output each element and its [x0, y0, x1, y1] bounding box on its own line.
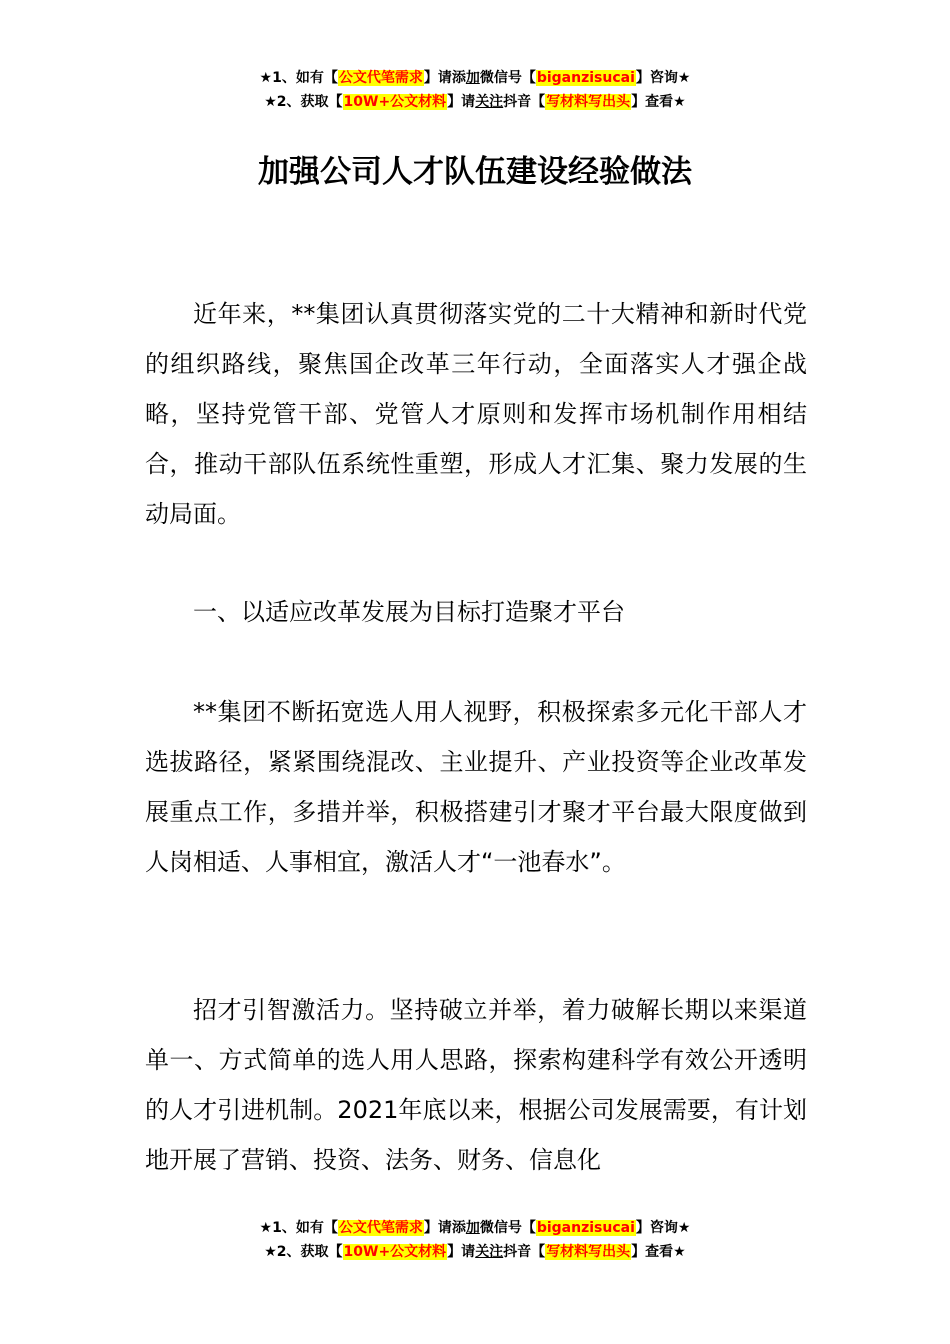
- promo-text: 微信号【: [479, 70, 536, 86]
- promo-text: 】查看★: [631, 1244, 686, 1260]
- promo-line-2: [0, 1240, 950, 1264]
- promo-text: 】请: [447, 1244, 476, 1260]
- promo-text: 抖音【: [503, 1244, 546, 1260]
- section-heading-block: [145, 587, 807, 637]
- wechat-id: biganzisucai: [536, 70, 635, 86]
- promo-text: ★1、如有【: [259, 70, 338, 86]
- promo-text: 抖音【: [503, 94, 546, 110]
- document-title: 加强公司人才队伍建设经验做法: [258, 154, 692, 190]
- promo-underlined: 加: [465, 1220, 480, 1236]
- section-paragraph: **集团不断拓宽选人用人视野，积极探索多元化干部人才选拔路径，紧紧围绕混改、主业提升、产业投资等企业改革发展重点工作，多措并举，积极搭建引才聚才平台最大限度做到人岗相适、人事相宜，激活人才“一池春水”。: [145, 698, 807, 876]
- intro-paragraph-block: [145, 289, 807, 539]
- section-paragraph-block: [145, 687, 807, 887]
- promo-line-1: [0, 66, 950, 90]
- promo-text: 】请添: [423, 1220, 466, 1236]
- douyin-id: 写材料写出头: [546, 94, 631, 110]
- douyin-id: 写材料写出头: [546, 1244, 631, 1260]
- promo-text: 】咨询★: [635, 70, 691, 86]
- promo-text: 】查看★: [631, 94, 686, 110]
- section-paragraph-2: 招才引智激活力。坚持破立并举，着力破解长期以来渠道单一、方式简单的选人用人思路，探索构建科学有效公开透明的人才引进机制。2021年底以来，根据公司发展需要，有计划地开展了营销、投资、法务、财务、信息化: [145, 996, 807, 1174]
- promo-line-1: [0, 1216, 950, 1240]
- promo-text: 】咨询★: [635, 1220, 691, 1236]
- section-heading: 一、以适应改革发展为目标打造聚才平台: [193, 598, 625, 626]
- promo-highlight: 公文代笔需求: [338, 1220, 423, 1236]
- promo-banner-bottom: [0, 1216, 950, 1264]
- promo-text: ★1、如有【: [259, 1220, 338, 1236]
- promo-text: ★2、获取【: [264, 94, 343, 110]
- promo-underlined: 关注: [475, 94, 504, 110]
- promo-underlined: 关注: [475, 1244, 504, 1260]
- intro-paragraph: 近年来，**集团认真贯彻落实党的二十大精神和新时代党的组织路线，聚焦国企改革三年行动，全面落实人才强企战略，坚持党管干部、党管人才原则和发挥市场机制作用相结合，推动干部队伍系统性重塑，形成人才汇集、聚力发展的生动局面。: [145, 300, 807, 528]
- promo-banner-top: [0, 66, 950, 114]
- promo-line-2: [0, 90, 950, 114]
- promo-text: 】请: [447, 94, 476, 110]
- promo-highlight: 10W+公文材料: [343, 94, 447, 110]
- promo-text: 微信号【: [479, 1220, 536, 1236]
- promo-underlined: 加: [465, 70, 480, 86]
- section-paragraph-block-2: [145, 985, 807, 1185]
- wechat-id: biganzisucai: [536, 1220, 635, 1236]
- promo-highlight: 公文代笔需求: [338, 70, 423, 86]
- promo-text: ★2、获取【: [264, 1244, 343, 1260]
- promo-text: 】请添: [423, 70, 466, 86]
- promo-highlight: 10W+公文材料: [343, 1244, 447, 1260]
